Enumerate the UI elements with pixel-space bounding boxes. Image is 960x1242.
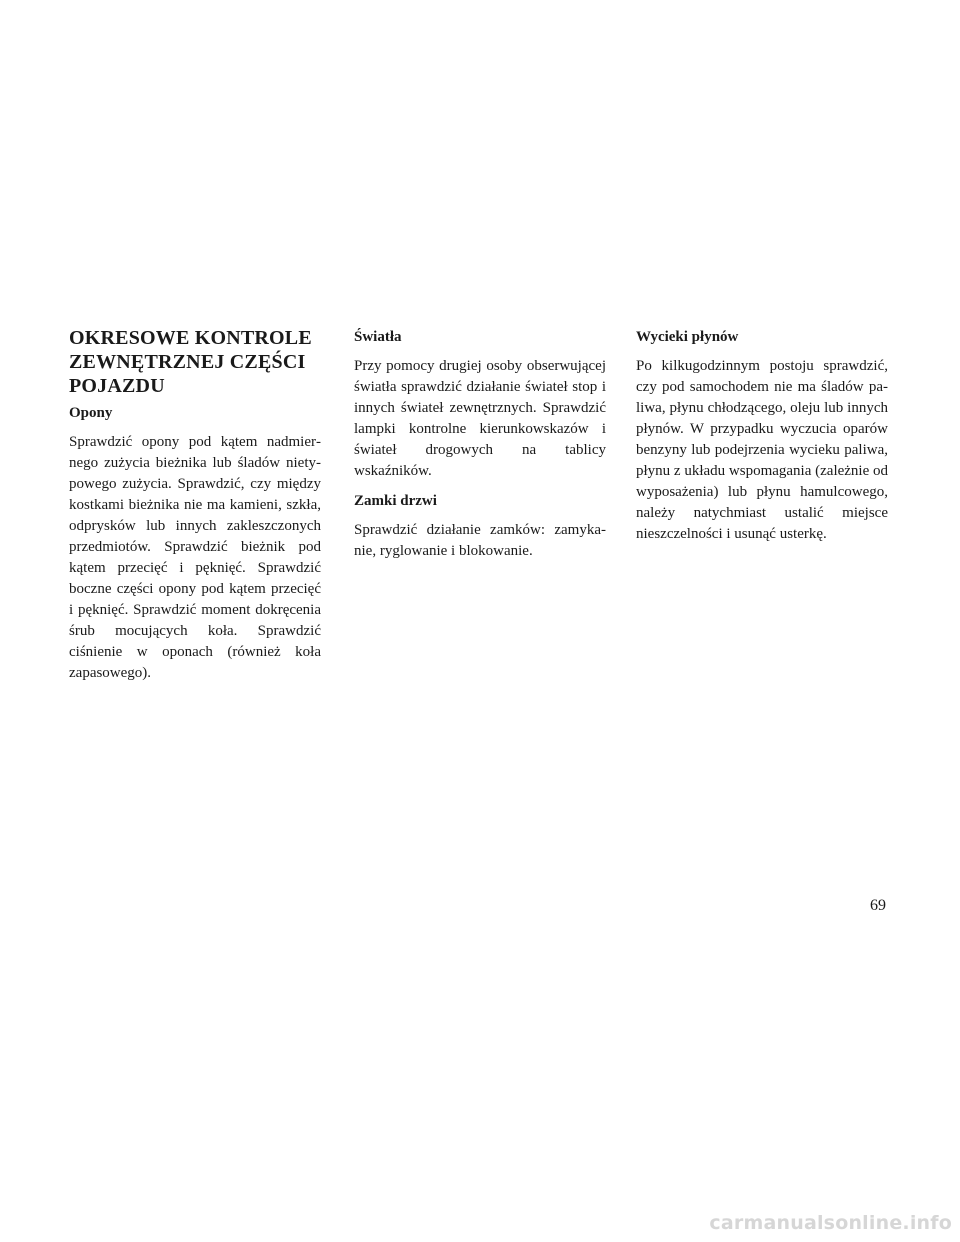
paragraph-opony: Sprawdzić opony pod kątem nadmiernego zużycia bieżnika lub śladów nietypowego zużycia. Sprawdzić, czy między kostkami bieżnika nie ma kamieni, szkła, odprysków lub innych zakleszczonych przedmiotów. Sprawdzić bieżnik pod kątem przecięć i pęknięć. Sprawdzić boczne części opony pod kątem przecięć i pęknięć. Sprawdzić moment dokręcenia śrub mocujących koła. Sprawdzić ciśnienie w oponach (również koła zapasowego). (69, 434, 321, 681)
section-title (69, 326, 321, 398)
section-title-line-3: POJAZDU (69, 375, 165, 397)
heading-swiatla: Światła (354, 329, 402, 345)
watermark-text: carmanualsonline.info (709, 1212, 952, 1234)
paragraph-swiatla: Przy pomocy drugiej osoby obserwującej światła sprawdzić działanie świateł stop i innych świateł zewnętrznych. Sprawdzić lampki kontrolne kierunkowskazów i świateł drogowych na tablicy wskaźników. (354, 358, 606, 479)
column-middle (354, 326, 606, 570)
column-left (69, 326, 321, 692)
heading-wycieki-plynow: Wycieki płynów (636, 329, 739, 345)
heading-zamki-drzwi: Zamki drzwi (354, 493, 437, 509)
paragraph-zamki-drzwi: Sprawdzić działanie zamków: zamykanie, ryglowanie i blokowanie. (354, 522, 606, 559)
column-right (636, 326, 888, 553)
section-title-line-2: ZEWNĘTRZNEJ CZĘŚCI (69, 351, 306, 373)
paragraph-wycieki-plynow: Po kilkugodzinnym postoju sprawdzić, czy pod samochodem nie ma śladów paliwa, płynu chłodzącego, oleju lub innych płynów. W przypadku wyczucia oparów benzyny lub podejrzenia wycieku paliwa, płynu z układu wspomagania (zależnie od wyposażenia) lub płynu hamulcowego, należy natychmiast ustalić miejsce nieszczelności i usunąć usterkę. (636, 358, 888, 542)
page-number: 69 (870, 897, 886, 914)
section-title-line-1: OKRESOWE KONTROLE (69, 327, 312, 349)
heading-opony: Opony (69, 405, 113, 421)
